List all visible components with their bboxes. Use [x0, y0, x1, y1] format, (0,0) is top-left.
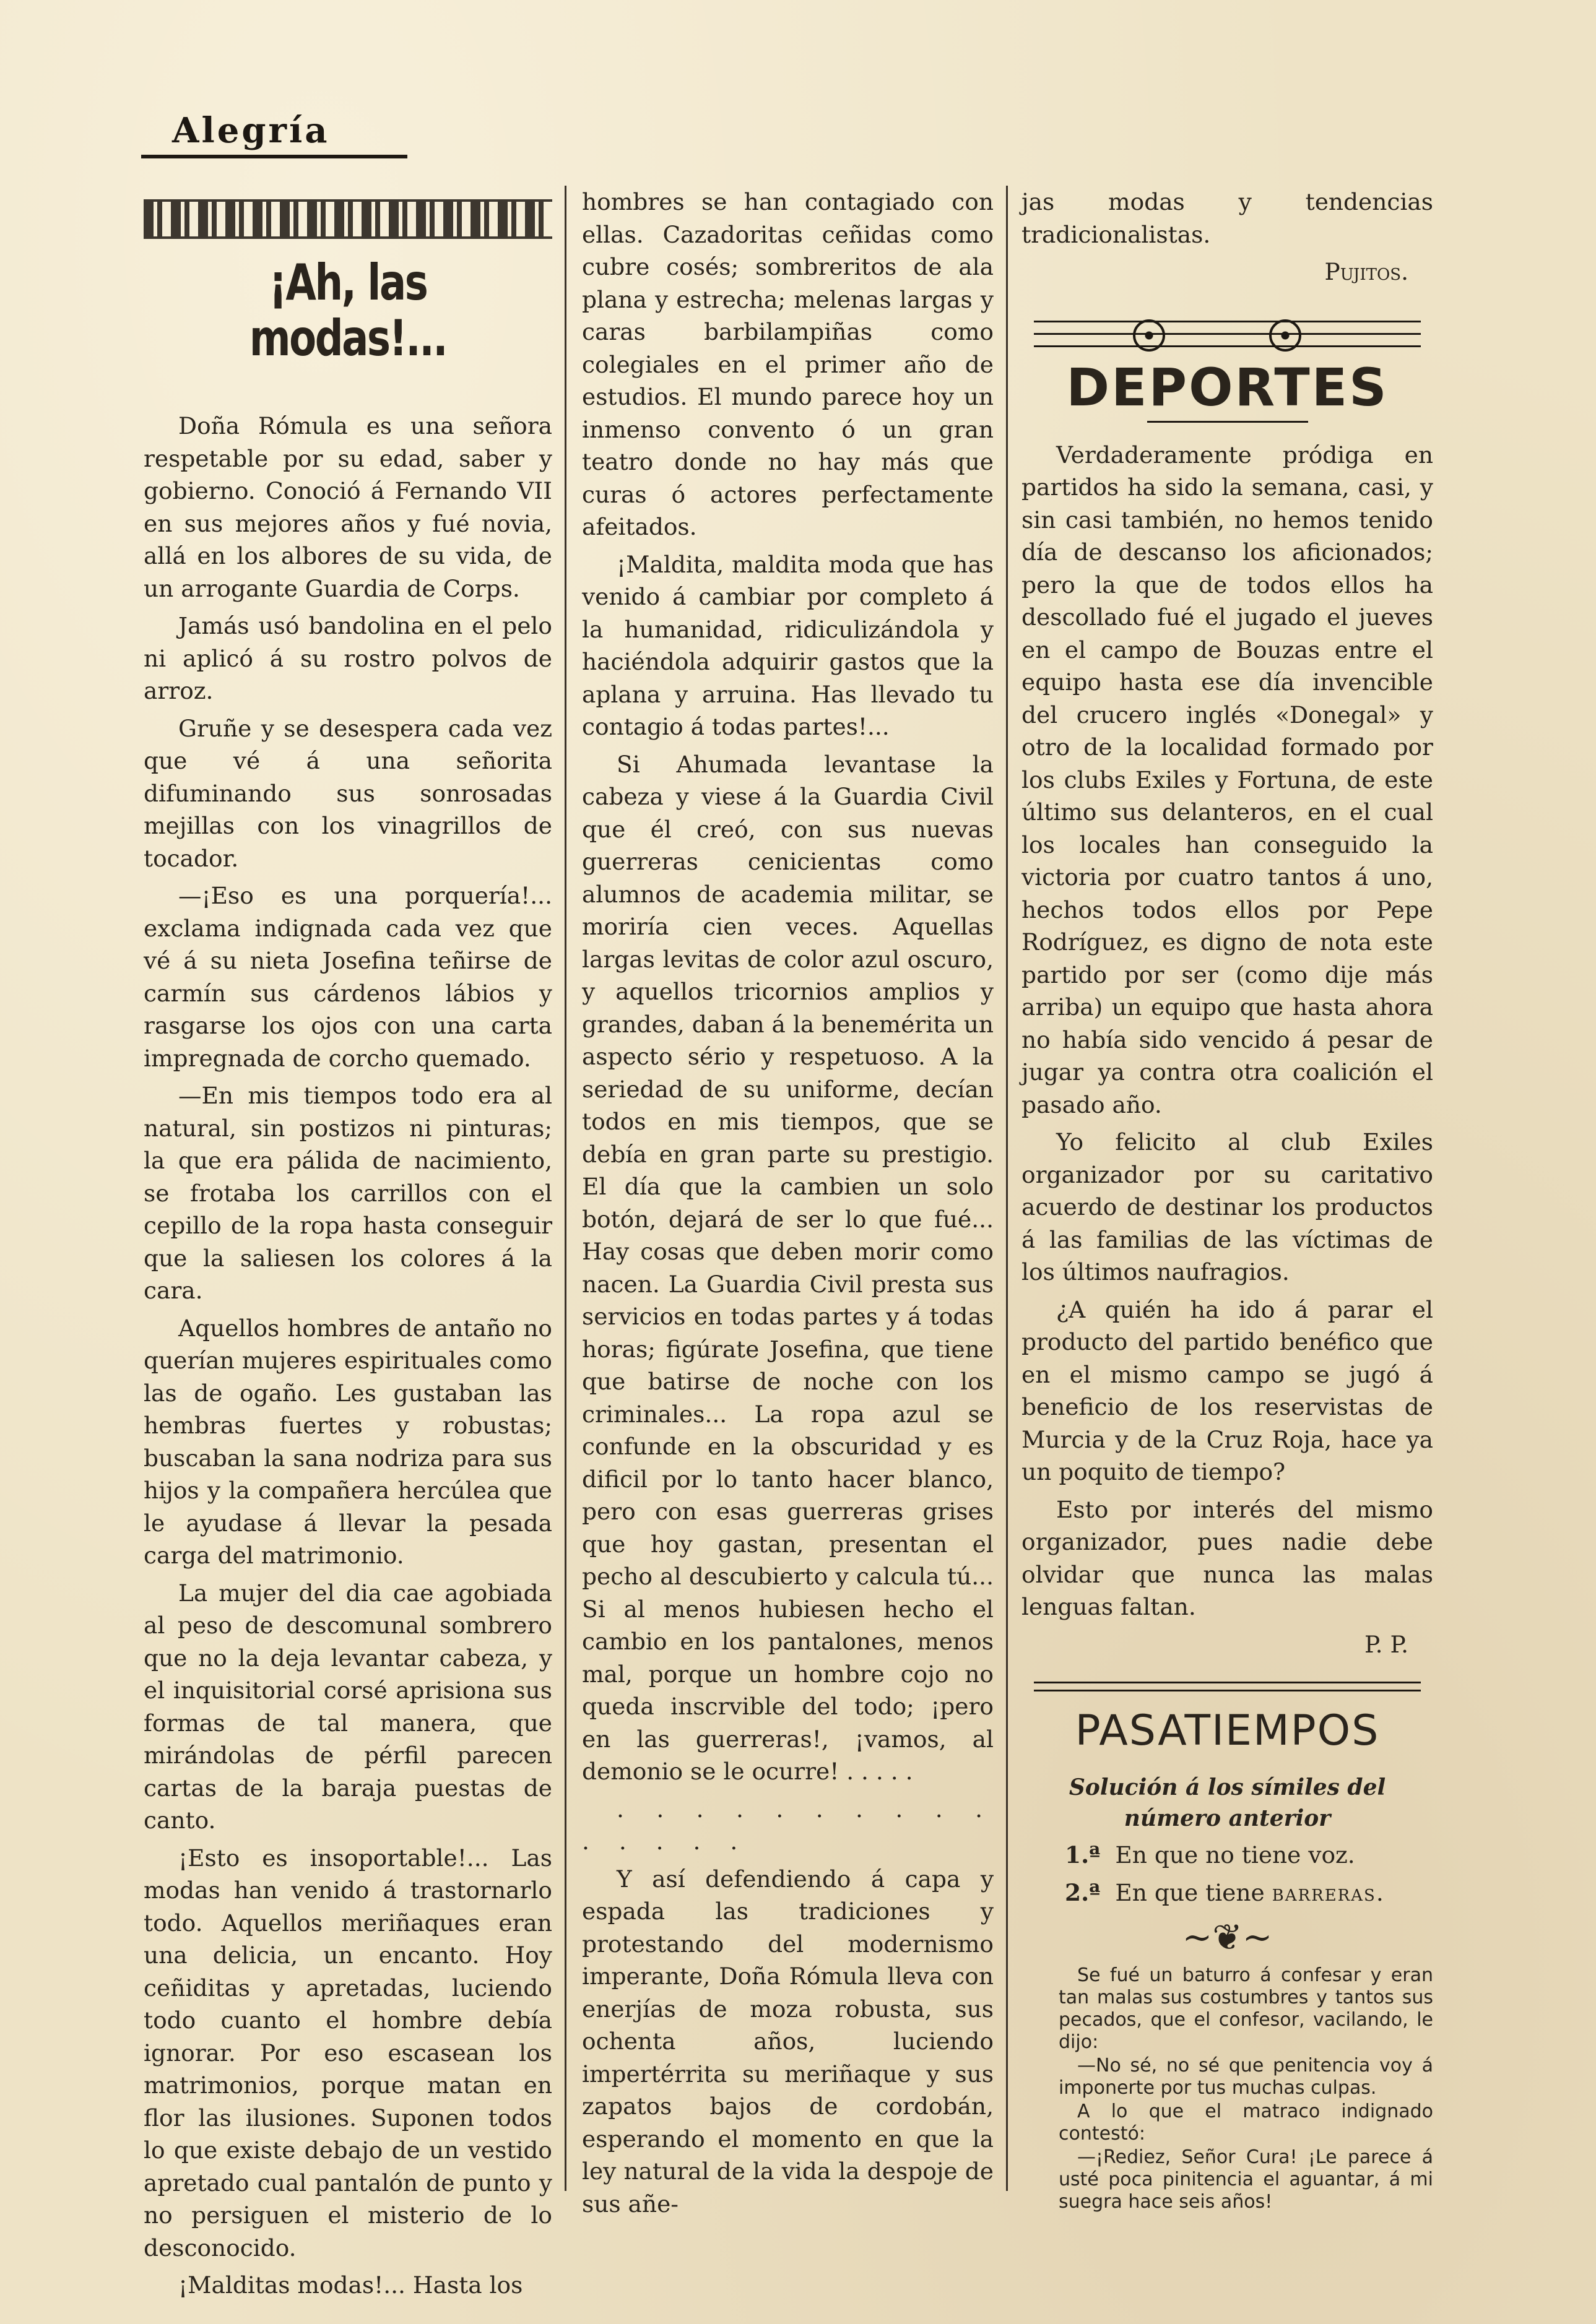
flourish-icon: ~❦~ [1182, 1916, 1273, 1958]
article-paragraph: —En mis tiempos todo era al natural, sin postizos ni pinturas; la que era pálida de nacimiento, se frotaba los carrillos con el cepillo de la ropa hasta conseguir que la saliesen los colores á la cara. [144, 1082, 552, 1304]
ornament-line [1034, 321, 1421, 322]
solution-title: Solución á los símiles del número anterior [1069, 1774, 1386, 1831]
article-paragraph: ¡Malditas modas!... Hasta los [178, 2271, 523, 2299]
anecdote-paragraph: —¡Rediez, Señor Cura! ¡Le parece á usté poca pinitencia el aguantar, á mi suegra hace seis años! [1059, 2146, 1433, 2213]
solution-item [1021, 1877, 1433, 1909]
deportes-paragraph: Yo felicito al club Exiles organizador por su caritativo acuerdo de destinar los productos á las familias de las víctimas de los últimos naufragios. [1021, 1128, 1433, 1285]
column-3 [1021, 186, 1433, 2214]
ornamental-border [144, 199, 552, 239]
solution-text: En que no tiene voz. [1115, 1841, 1355, 1868]
rosette-icon [1269, 319, 1301, 352]
article-paragraph: Y así defendiendo á capa y espada las tradiciones y protestando del modernismo imperante, Doña Rómula lleva con enerjías de moza robusta, sus ochenta años, luciendo impertérrita su meriñaque y sus zapatos bajos de cordobán, esperando el momento en que la ley natural de la vida la despoje de sus añe- [582, 1865, 994, 2218]
article-paragraph: Doña Rómula es una señora respetable por su edad, saber y gobierno. Conoció á Fernando VII en sus mejores años y fué novia, allá en los albores de su vida, de un arrogante Guardia de Corps. [144, 412, 552, 602]
article-paragraph: Gruñe y se desespera cada vez que vé á una señorita difuminando sus sonrosadas mejillas con los vinagrillos de tocador. [144, 714, 552, 872]
deportes-paragraph: ¿A quién ha ido á parar el producto del partido benéfico que en el mismo campo se jugó á beneficio de los reservistas de Murcia y de la Cruz Roja, hace ya un poquito de tiempo? [1021, 1295, 1433, 1485]
ornament-line [1034, 333, 1421, 335]
deportes-paragraph: Esto por interés del mismo organizador, pues nadie debe olvidar que nunca las malas lenguas faltan. [1021, 1495, 1433, 1620]
column-divider [565, 186, 566, 2191]
publication-name: Alegría [172, 110, 330, 151]
section-title-deportes: DEPORTES [1066, 356, 1389, 418]
article-paragraph: Aquellos hombres de antaño no querían mujeres espirituales como las de ogaño. Les gustaban las hembras fuertes y robustas; buscaban la sana nodriza para sus hijos y la compañera hercúlea que le ayudase á llevar la pesada carga del matrimonio. [144, 1314, 552, 1569]
solution-number: 2.ª [1065, 1878, 1101, 1906]
column-1 [144, 186, 552, 2307]
solution-item [1021, 1839, 1433, 1872]
article-paragraph: ¡Esto es insoportable!... Las modas han venido á trastornarlo todo. Aquellos meriñaques eran una delicia, un encanto. Hoy ceñiditas y apretadas, luciendo todo cuanto el hombre debía ignorar. Por eso escasean los matrimonios, porque matan en flor las ilusiones. Suponen todos lo que existe debajo de un vestido apretado cual pantalón de punto y no persiguen el misterio de lo desconocido. [144, 1844, 552, 2261]
article-paragraph: La mujer del dia cae agobiada al peso de descomunal sombrero que no la deja levantar cabeza, y el inquisitorial corsé aprisiona sus formas de tal manera, que mirándolas de pérfil parecen cartas de la baraja puestas de canto. [144, 1579, 552, 1834]
solution-text-caps: barreras. [1272, 1878, 1385, 1906]
anecdote-paragraph: A lo que el matraco indignado contestó: [1059, 2101, 1433, 2145]
deportes-paragraph: Verdaderamente pródiga en partidos ha sido la semana, casi, y sin casi también, no hemos tenido día de descanso los aficionados; pero la que de todos ellos ha descollado fué el jugado el jueves en el campo de Bouzas entre el equipo hasta ese día invencible del crucero inglés «Donegal» y otro de la localidad formado por los clubs Exiles y Fortuna, de este último sus delanteros, en el cual los locales han conseguido la victoria por cuatro tantos á uno, hechos todos ellos por Pepe Rodríguez, es digno de nota este partido por ser (como dije más arriba) un equipo que hasta ahora no había sido vencido á pesar de jugar ya contra otra coalición el pasado año. [1021, 441, 1433, 1118]
section-rule [1034, 1682, 1421, 1683]
article-title: ¡Ah, las modas!... [249, 254, 447, 367]
ornament-line [1034, 345, 1421, 347]
section-rule [1034, 1690, 1421, 1691]
article-paragraph: Si Ahumada levantase la cabeza y viese á la Guardia Civil que él creó, con sus nuevas guerreras cenicientas como alumnos de academia militar, se moriría cien veces. Aquellas largas levitas de color azul oscuro, y aquellos tricornios amplios y grandes, daban á la benemérita un aspecto sério y respetuoso. A la seriedad de su uniforme, decían todos en mis tiempos, que se debía en gran parte su prestigio. El día que la cambien un solo botón, dejará de ser lo que fué... Hay cosas que deben morir como nacen. La Guardia Civil presta sus servicios en todas partes y á todas horas; figúrate Josefina, que tiene que batirse de noche con los criminales... La ropa azul se confunde en la obscuridad y es dificil por lo tanto hacer blanco, pero con esas guerreras grises que hoy gastan, presentan el pecho al descubierto y calcula tú... Si al menos hubiesen hecho el cambio en los pantalones, menos mal, porque un hombre cojo no queda inscrvible del todo; ¡pero en las guerreras!, ¡vamos, al demonio se le ocurre! . . . . . [582, 750, 994, 1785]
rosette-icon [1133, 319, 1165, 352]
masthead [141, 110, 407, 158]
anecdote-paragraph: Se fué un baturro á confesar y eran tan malas sus costumbres y tantos sus pecados, que el confesor, vacilando, le dijo: [1059, 1964, 1433, 2053]
anecdote-paragraph: —No sé, no sé que penitencia voy á imponerte por tus muchas culpas. [1059, 2055, 1433, 2099]
column-divider [1006, 186, 1008, 2191]
article-paragraph: —¡Eso es una porquería!... exclama indignada cada vez que vé á su nieta Josefina teñirse de carmín sus cárdenos lábios y rasgarse los ojos con una carta impregnada de corcho quemado. [144, 882, 552, 1072]
section-title-pasatiempos: PASATIEMPOS [1075, 1706, 1380, 1755]
column-2 [582, 186, 994, 2225]
deportes-author: P. P. [1364, 1630, 1408, 1658]
ellipsis-line: . . . . . . . . . . . . . . . [582, 1795, 994, 1855]
title-rule [1147, 421, 1308, 423]
solution-text: En que tiene [1115, 1878, 1265, 1906]
article-paragraph: Jamás usó bandolina en el pelo ni aplicó á su rostro polvos de arroz. [144, 612, 552, 704]
masthead-rule [141, 155, 407, 158]
article-paragraph: jas modas y tendencias tradicionalistas. [1021, 188, 1433, 248]
solution-number: 1.ª [1065, 1841, 1101, 1868]
article-author: Pujitos. [1324, 258, 1408, 285]
deportes-ornament [1034, 311, 1421, 355]
anecdote [1059, 1964, 1433, 2213]
article-paragraph: ¡Maldita, maldita moda que has venido á cambiar por completo á la humanidad, ridiculizándola y haciéndola adquirir gastos que la aplana y arruina. Has llevado tu contagio á todas partes!... [582, 550, 994, 740]
article-paragraph: hombres se han contagiado con ellas. Cazadoritas ceñidas como cubre cosés; sombreritos de ala plana y estrecha; melenas largas y caras barbilampiñas como colegiales en el primer año de estudios. El mundo parece hoy un inmenso convento ó un gran teatro donde no hay más que curas ó actores perfectamente afeitados. [582, 188, 994, 540]
